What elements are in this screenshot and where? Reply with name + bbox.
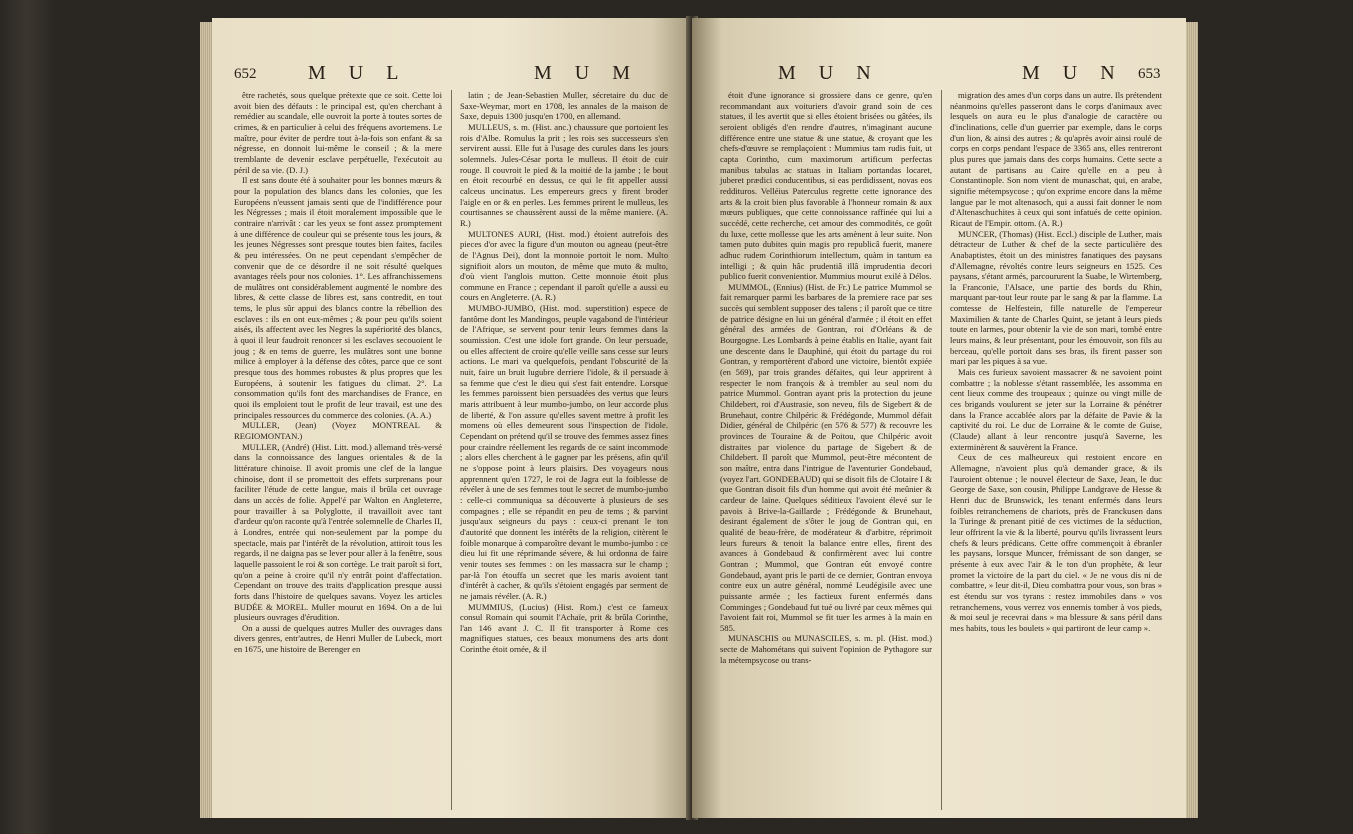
paragraph: On a aussi de quelques autres Muller des ouvrages dans divers genres, entr'autres, de Henri Muller de Lubeck, mort en 1675, une histoire de Berenger en	[234, 622, 442, 655]
left-column-1	[234, 90, 442, 655]
right-column-1	[720, 90, 932, 665]
left-column-2	[460, 90, 668, 655]
paragraph: MUMMIUS, (Lucius) (Hist. Rom.) c'est ce fameux consul Romain qui soumit l'Achaïe, prit & brûla Corinthe, l'an 146 avant J. C. Il fit transporter à Rome ces magnifiques statues, ces beaux monumens des arts dont Corinthe étoit ornée, & il	[460, 601, 668, 655]
paragraph: MUMMOL, (Ennius) (Hist. de Fr.) Le patrice Mummol se fait remarquer parmi les barbares de la premiere race par ses succès qui semblent supposer des talens ; il paroît que ce titre de patrice désigne en lui un général d'armée ; il étoit en effet général des armées de Gontran, roi d'Orléans & de Bourgogne. Les Lombards à peine établis en Italie, ayant fait une descente dans le Dauphiné, qui étoit du partage du roi Gontran, y remportèrent d'abord une victoire, bientôt expiée (en 569), par trois grandes défaites, qui leur apprirent à respecter le nom françois & à trembler au seul nom du patrice Mummol. Gontran ayant pris la protection du jeune Childebert, roi d'Austrasie, son neveu, fils de Sigebert & de Brunehaut, contre Chilpéric & Frédégonde, Mummol défait Didier, général de Chilpéric (en 576 & 577) & recouvre les provinces de Touraine & de Poitou, que Chilpéric avoit distraites par violence du partage de Sigebert & de Childebert. Il paroît que Mummol, peut-être mécontent de son maître, entra dans l'intrigue de l'aventurier Gondebaud, (voyez l'art. GONDEBAUD) qui se disoit fils de Clotaire I & que Gontran disoit fils d'un homme qui avoit été meûnier & cardeur de laine. Quelques séditieux l'avoient élevé sur le pavois à Brive-la-Gaillarde ; Frédégonde & Brunehaut, desirant également de s'ôter le joug de Gontran qui, en qualité de beau-frère, de modérateur & d'arbitre, réprimoit leurs fureurs & tenoit la balance entre elles, firent des avances à Gondebaud & confirmèrent avec lui contre Gontran ; Mummol, que Gontran eût envoyé contre Gondebaud, ayant pris le parti de ce dernier, Gontran envoya contre eux un autre général, nommé Leudégisile avec une puissante armée ; les factieux furent enfermés dans Comminges ; Gondebaud fut tué ou livré par ceux mêmes qui l'avoient fait roi, Mummol se fit tuer les armes à la main en 585.	[720, 281, 932, 633]
right-page-number: 653	[1138, 66, 1161, 82]
paragraph: MULTONES AURI, (Hist. mod.) étoient autrefois des pieces d'or avec la figure d'un mouton ou agneau (peut-être de l'Agnus Dei), dont la monnoie portoit le nom. Multo signifioit alors un mouton, de même que muto & multo, d'où vient l'anglois mutton. Cette monnoie étoit plus commune en France ; cependant il paroît qu'elle a aussi eu cours en Angleterre. (A. R.)	[460, 228, 668, 303]
paragraph: MUNASCHIS ou MUNASCILES, s. m. pl. (Hist. mod.) secte de Mahométans qui suivent l'opinion de Pythagore sur la métempsycose ou trans-	[720, 633, 932, 665]
left-running-title-1: M U L	[308, 62, 408, 84]
left-running-head	[212, 62, 690, 88]
right-column-2	[950, 90, 1162, 633]
column-rule	[451, 90, 452, 810]
paragraph: MUNCER, (Thomas) (Hist. Eccl.) disciple de Luther, mais détracteur de Luther & chef de la secte particulière des Anabaptistes, étoit un des ministres fanatiques des paysans d'Allemagne, révoltés contre leurs seigneurs en 1525. Ces paysans, s'étant armés, parcoururent la Suabe, le Wirtemberg, la Franconie, l'Alsace, une partie des bords du Rhin, marquant par-tout leur route par le sang & par la flamme. La comtesse de Helfestein, fille naturelle de l'empereur Maximilien & tante de Charles Quint, se jetant à leurs pieds toute en larmes, pour obtenir la vie de son mari, tombé entre leurs mains, & leur présentant, pour les émouvoir, son fils au berceau, qu'elle portoit dans ses bras, ils firent passer son mari par les piques à sa vue.	[950, 228, 1162, 367]
paragraph: latin ; de Jean-Sebastien Muller, sécretaire du duc de Saxe-Weymar, mort en 1708, les annales de la maison de Saxe, depuis 1300 jusqu'en 1700, en allemand.	[460, 90, 668, 122]
right-running-title-2: M U N	[1022, 62, 1124, 84]
paragraph: Mais ces furieux savoient massacrer & ne savoient point combattre ; la noblesse s'étant rassemblée, les assomma en cent lieux comme des troupeaux ; quinze ou vingt mille de ces brigands voulurent se jeter sur la Lorraine & pénétrer dans la France accablée alors par la défaite de Pavie & la captivité du roi. Le duc de Lorraine & le comte de Guise, (Claude) allant à leur rencontre jusqu'à Saverne, les exterminèrent & sauvèrent la France.	[950, 367, 1162, 452]
right-page	[692, 18, 1186, 818]
paragraph: Il est sans doute été à souhaiter pour les bonnes mœurs & pour la population des blancs dans les colonies, que les Européens n'eussent jamais senti que de l'indifférence pour les Négresses ; mais il étoit moralement impossible que le contraire n'arrivât : car les yeux se font assez promptement à une différence de couleur qui se présente tous les jours, & les jeunes Négresses sont presque toutes bien faites, faciles & peu intéressées. On ne peut cependant s'empêcher de convenir que de ce désordre il ne soit résulté quelques avantages réels pour nos colonies. 1°. Les affranchissemens de mulâtres ont considérablement augmenté le nombre des libres, & cette classe de libres est, sans contredit, en tout tems, le plus sûr appui des blancs contre la rébellion des esclaves : ils en ont eux-mêmes ; & pour peu qu'ils soient aisés, ils affectent avec les Negres la supériorité des blancs, à quoi il leur faudroit renoncer si les esclaves secouoient le joug ; & en tems de guerre, les mulâtres sont une bonne milice à employer à la défense des côtes, parce que ce sont presque tous des hommes robustes & plus propres que les Européens, à soutenir les fatigues du climat. 2°. La consommation qu'ils font des marchandises de France, en quoi ils emploient tout le profit de leur travail, est une des principales ressources du commerce des colonies. (A. A.)	[234, 175, 442, 420]
paragraph: MUMBO-JUMBO, (Hist. mod. superstition) espece de fantôme dont les Mandingos, peuple vagabond de l'intérieur de l'Afrique, se servent pour tenir leurs femmes dans la soumission. C'est une idole fort grande. On leur persuade, ou elles affectent de croire qu'elle veille sans cesse sur leurs actions. Le mari va quelquefois, pendant l'obscurité de la nuit, faire un bruit lugubre derriere l'idole, & il persuade à sa femme que c'est le dieu qui s'est fait entendre. Lorsque les femmes paroissent bien persuadées des vertus que leurs maris attribuent à leur mumbo-jumbo, on leur accorde plus de liberté, & l'on assure qu'elles savent mettre à profit les momens où elles demeurent sous l'inspection de l'idole. Cependant on prétend qu'il se trouve des femmes assez fines pour craindre réellement les regards de ce saint incommode ; alors elles cherchent à le gagner par les présens, afin qu'il ne s'oppose point à leurs plaisirs. Des voyageurs nous apprennent qu'en 1727, le roi de Jagra eut la foiblesse de révéler à une de ses femmes tout le secret de mumbo-jumbo : celle-ci communiqua sa découverte à plusieurs de ses compagnes ; elle se répandit en peu de tems ; & parvint jusqu'aux seigneurs du pays : ceux-ci prenant le ton d'autorité que donnent les intérêts de la religion, citèrent le foible monarque à comparoître devant le mumbo-jumbo : ce dieu lui fit une réprimande sévere, & lui ordonna de faire venir toutes ses femmes : on les massacra sur le champ ; par-là l'on étouffa un secret que les maris avoient tant d'intérêt à cacher, & qu'ils s'étoient engagés par serment de ne jamais révéler. (A. R.)	[460, 303, 668, 601]
paragraph: migration des ames d'un corps dans un autre. Ils prétendent néanmoins qu'elles passeront dans le corps d'animaux avec lesquels on aura eu le plus d'analogie de caractère ou d'inclinations, celle d'un guerrier par exemple, dans le corps d'un lion, & ainsi des autres ; & qu'après avoir ainsi roulé de corps en corps pendant l'espace de 3365 ans, elles rentreront plus pures que jamais dans des corps humains. Cette secte a autant de partisans au Caire qu'elle en a peu à Constantinople. Son nom vient de munaschat, qui, en arabe, signifie métempsycose ; qu'on exprime encore dans la même langue par le mot altenasoch, qui a aussi fait donner le nom d'Altenaschuchites à ceux qui sont infatués de cette opinion. Ricaut de l'Empir. ottom. (A. R.)	[950, 90, 1162, 228]
paragraph: MULLEUS, s. m. (Hist. anc.) chaussure que portoient les rois d'Albe. Romulus la prit ; les rois ses successeurs s'en servirent aussi. Elle fut à l'usage des curules dans les jours solemnels. Jules-César porta le mulleus. Il étoit de cuir rouge. Il couvroit le pied & la moitié de la jambe ; le bout en étoit recourbé en dessus, ce qui le fit appeller aussi calceus uncinatus. Les empereurs grecs y firent broder l'aigle en or & en perles. Les femmes prirent le mulleus, les courtisannes se chaussèrent aussi de la même maniere. (A. R.)	[460, 121, 668, 228]
column-rule	[941, 90, 942, 810]
left-page	[212, 18, 690, 818]
right-page-edges	[1184, 22, 1198, 818]
left-page-number: 652	[234, 66, 257, 82]
left-running-title-2: M U M	[534, 62, 640, 84]
paragraph: être rachetés, sous quelque prétexte que ce soit. Cette loi avoit bien des défauts : le principal est, qu'en cherchant à remédier au scandale, elle ouvroit la porte à toutes sortes de crimes, & en particulier à celui des fréquens avortemens. Le maître, pour éviter de perdre tout à-la-fois son enfant & sa négresse, en donnoit lui-même le conseil ; & la mere tremblante de devenir esclave perpétuelle, l'exécutoit au péril de sa vie. (D. J.)	[234, 90, 442, 175]
paragraph: MULLER, (Jean) (Voyez MONTREAL & REGIOMONTAN.)	[234, 420, 442, 441]
paragraph: MULLER, (André) (Hist. Litt. mod.) allemand très-versé dans la connoissance des langues orientales & de la littérature chinoise. Il avoit promis une clef de la langue chinoise, dont il se promettoit des effets surprenans pour faciliter l'étude de cette langue, mais il brûla cet ouvrage dans un accès de folie. Appel'é par Walton en Angleterre, pour travailler à sa Polyglotte, il travailloit avec tant d'ardeur qu'on raconte qu'à l'entrée solemnelle de Charles II, à Londres, entrée qui non-seulement par la pompe du spectacle, mais par l'intérêt de la révolution, attiroit tous les regards, il ne daigna pas se lever pour aller à la fenêtre, sous laquelle passoient le roi & son cortège. Le trait paroît si fort, qu'on a peine à croire qu'il n'y entrât point d'affectation. Cependant on trouve des traits d'application presque aussi forts dans l'histoire de quelques savans. Voyez les articles BUDÉE & MOREL. Muller mourut en 1694. On a de lui plusieurs ouvrages d'érudition.	[234, 441, 442, 623]
paragraph: Ceux de ces malheureux qui restoient encore en Allemagne, n'avoient plus qu'à demander grace, & ils l'auroient obtenue ; le nouvel électeur de Saxe, Jean, le duc George de Saxe, son cousin, Philippe Landgrave de Hesse & Henri duc de Brunswick, les tenant enfermés dans leurs foibles retranchemens de chariots, près de Franckusen dans la Turinge & prenant pitié de ces victimes de la séduction, leur offrirent la vie & la liberté, pourvu qu'ils livrassent leurs chefs & leurs prédicans. Cette offre commençoit à ébranler les paysans, lorsque Muncer, frémissant de son danger, se présente à eux avec l'air & le ton d'un prophète, & leur promet la victoire de la part du ciel. « Je ne vous dis ni de combattre, » leur dit-il, Dieu combattra pour vous, son bras » est étendu sur vos tyrans : restez immobiles dans » vos retranchemens, vous verrez vos ennemis tomber à vos pieds, & moi seul je recevrai dans » ma blessure & sans péril dans mes habits, tous les boulets » qui partiront de leur camp ».	[950, 452, 1162, 633]
right-running-head	[692, 62, 1186, 88]
paragraph: étoit d'une ignorance si grossiere dans ce genre, qu'en recommandant aux voituriers d'avoir grand soin de ces statues, il les avertit que si elles étoient brisées ou gâtées, ils seroient obligés d'en rendre d'autres, n'imaginant aucune différence entre une statue & une statue, & croyant que les chefs-d'œuvre se remplaçoient : Mummius tam rudis fuit, ut capta Corintho, cum maximorum artificum perfectas manibus tabulas ac statuas in Italiam portandas locaret, juberet prædici conducentibus, si eas perdidissent, novas eos reddituros. Velléius Paterculus regrette cette ignorance des arts & la croit bien plus favorable à l'honneur romain & aux mœurs publiques, que cette connoissance raffinée qui lui a succédé, cette recherche, cet amour des commodités, ce goût du luxe, cette mollesse que les arts amènent à leur suite. Non tamen puto dubites quin magis pro republicâ fuerit, manere adhuc rudem Corinthiorum intellectum, quàm in tantum ea intelligi ; & quin hâc prudentiâ illâ imprudentia decori publico fuerit convenientior. Mummius mourut exilé à Délos.	[720, 90, 932, 282]
right-running-title-1: M U N	[778, 62, 880, 84]
